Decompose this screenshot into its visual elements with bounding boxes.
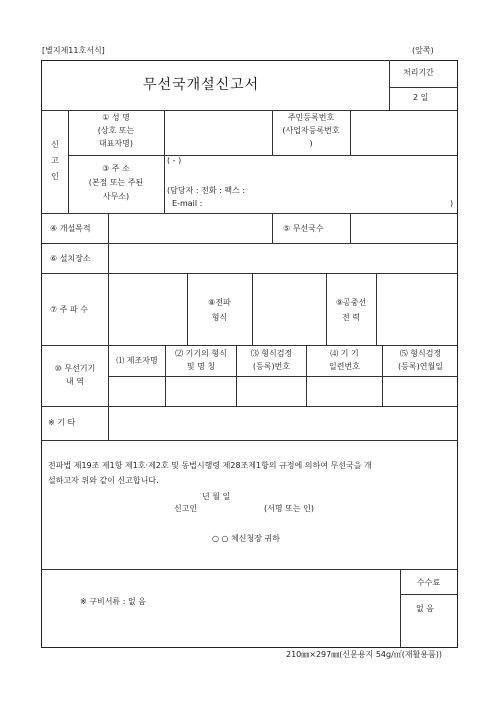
address-label-1: ③ 주 소 [102, 164, 130, 173]
reg-label-3: ) [309, 139, 313, 148]
recipient: ○ ○ 체신청장 귀하 [212, 534, 280, 543]
frequency-input[interactable] [109, 274, 186, 344]
email-line[interactable]: E-mail : [172, 199, 203, 208]
page-side: (앞쪽) [412, 46, 434, 55]
signature-placeholder[interactable]: (서명 또는 인) [264, 504, 314, 513]
registration-number-input[interactable] [351, 111, 457, 154]
equipment-col-model-1: ⑵ 기기의 형식 [175, 349, 227, 358]
name-label-2: (상호 또는 [97, 126, 135, 135]
processing-period-value: 2 일 [413, 93, 429, 102]
applicant-label-2: 고 [51, 156, 59, 165]
form-number: [별지제11호서식] [42, 46, 105, 55]
equipment-col-date-1: ⑸ 형식검정 [399, 349, 442, 358]
email-close: ) [450, 199, 454, 208]
applicant-label-1: 신 [51, 140, 59, 149]
antenna-power-label-2: 전 력 [342, 313, 360, 322]
emission-input[interactable] [253, 274, 325, 344]
reg-label-1: 주민등록번호 [287, 113, 335, 122]
equipment-col-approval-2: (등록)번호 [252, 362, 291, 371]
declaration-date[interactable]: 년 월 일 [202, 492, 231, 501]
equipment-col-serial-1: ⑷ 기 기 [330, 349, 359, 358]
fee-label: 수수료 [417, 578, 441, 587]
postal-code-format: ( - ) [167, 156, 182, 165]
location-label: ⑥ 설치장소 [50, 254, 91, 263]
antenna-power-label-1: ⑨공중선 [335, 298, 367, 307]
signer-label: 신고인 [174, 504, 198, 513]
frequency-label: ⑦ 주 파 수 [50, 305, 88, 314]
fee-value: 없 음 [416, 604, 434, 613]
address-label-2: (본점 또는 주된 [88, 178, 144, 187]
equipment-label-2: 내 역 [66, 377, 84, 386]
equipment-col-serial-2: 일련번호 [329, 362, 360, 371]
purpose-input[interactable] [109, 214, 271, 242]
name-input[interactable] [165, 111, 271, 154]
antenna-power-input[interactable] [377, 274, 457, 344]
required-documents: ※ 구비서류 : 없 음 [80, 597, 146, 606]
address-label-3: 사무소) [102, 192, 130, 201]
equipment-label-1: ⑩ 무선기기 [54, 364, 96, 373]
purpose-label: ④ 개설목적 [50, 224, 91, 233]
reg-label-2: (사업자등록번호 [282, 126, 340, 135]
equipment-col-maker: ⑴ 제조자명 [116, 356, 158, 365]
emission-label-1: ⑧전파 [208, 298, 231, 307]
station-count-input[interactable] [351, 214, 457, 242]
equipment-row-input[interactable] [109, 377, 457, 405]
other-input[interactable] [109, 407, 457, 439]
contact-line[interactable]: (담당자 : 전화 : 팩스 : [167, 186, 246, 195]
equipment-col-model-2: 및 명 칭 [186, 362, 216, 371]
station-count-label: ⑤ 무선국수 [283, 224, 324, 233]
paper-spec-note: 210㎜×297㎜(신문용지 54g/㎡(재활용품)) [286, 650, 443, 659]
applicant-label-3: 인 [51, 172, 59, 181]
emission-label-2: 형식 [211, 313, 228, 322]
name-label-1: ① 성 명 [102, 113, 130, 122]
name-label-3: 대표자명) [98, 139, 134, 148]
form-title: 무선국개설신고서 [143, 77, 260, 93]
declaration-line-1: 전파법 제19조 제1항 제1호·제2호 및 동법시행령 제28조제1항의 규정에 의하여 무선국을 개 [48, 461, 372, 470]
other-label: ※ 기 타 [48, 418, 76, 427]
equipment-col-date-2: (등록)연월일 [398, 362, 443, 371]
location-input[interactable] [109, 244, 457, 272]
declaration-line-2: 설하고자 위와 같이 신고합니다. [48, 476, 159, 485]
processing-period-label: 처리기간 [403, 68, 434, 77]
equipment-col-approval-1: ⑶ 형식검정 [250, 349, 293, 358]
